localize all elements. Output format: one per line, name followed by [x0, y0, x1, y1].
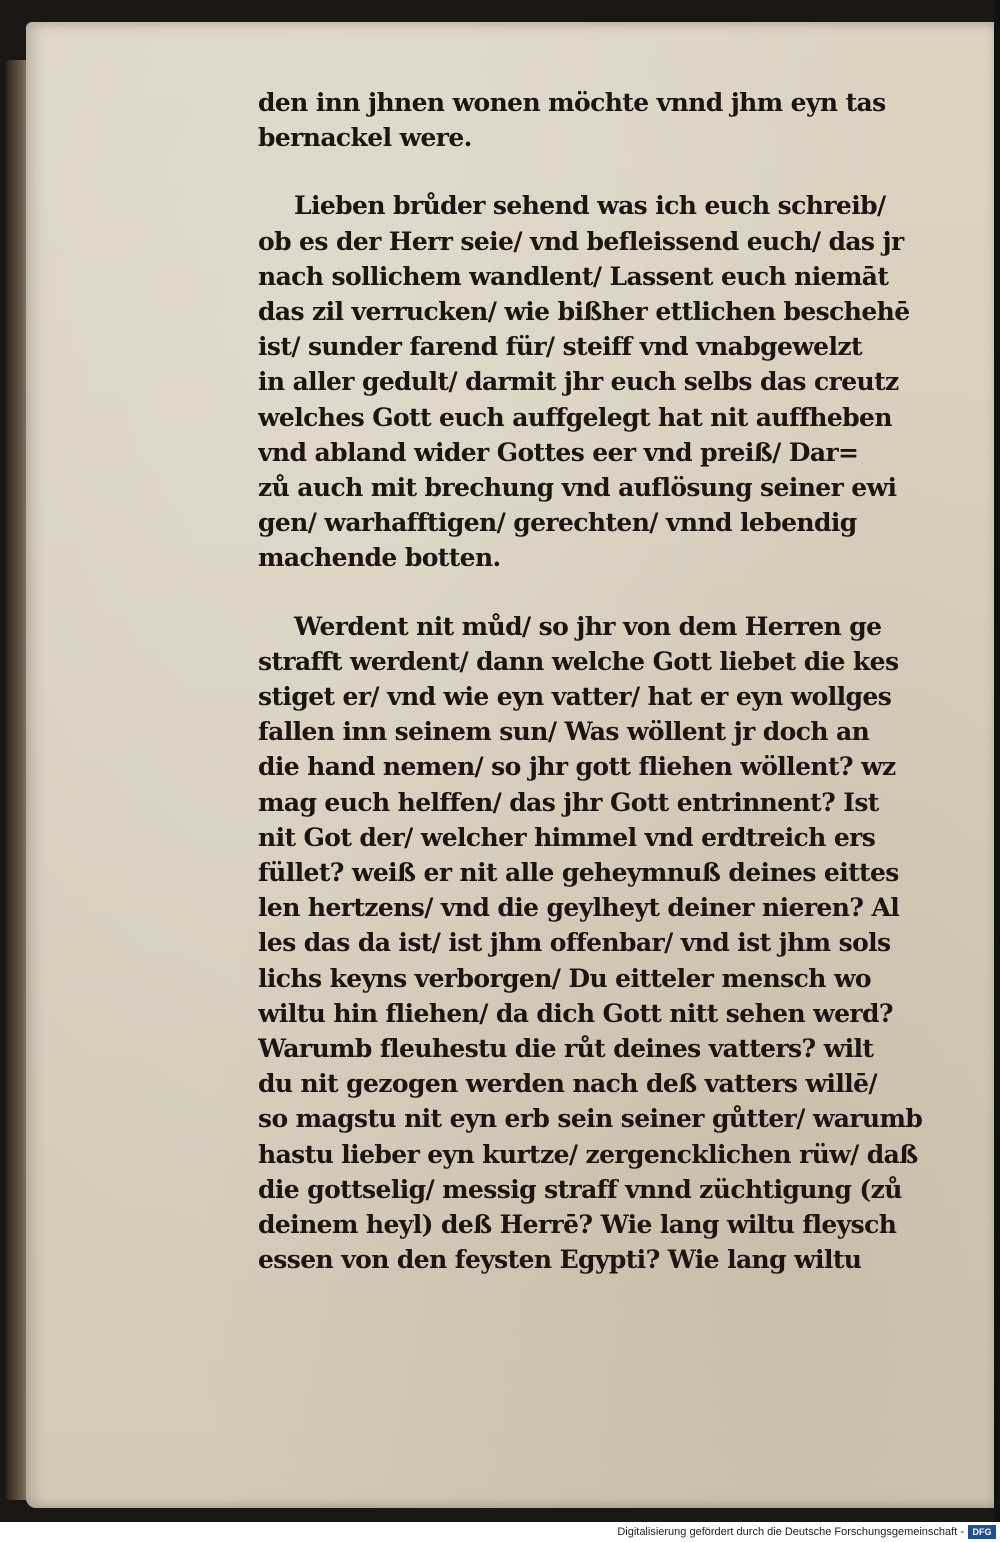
text-line: len hertzens/ vnd die geylheyt deiner nieren? Al [258, 893, 900, 923]
text-line: nit Got der/ welcher himmel vnd erdtreich ers [258, 822, 876, 852]
text-line: deinem heyl) deß Herrē? Wie lang wiltu fleysch [258, 1210, 897, 1240]
text-line: ist/ sunder farend für/ steiff vnd vnabgewelzt [258, 332, 862, 362]
text-line: welches Gott euch auffgelegt hat nit auffheben [258, 402, 892, 432]
text-line: les das da ist/ ist jhm offenbar/ vnd ist jhm sols [258, 928, 891, 958]
text-line: in aller gedult/ darmit jhr euch selbs das creutz [258, 367, 899, 397]
paragraph [258, 188, 948, 575]
text-line: so magstu nit eyn erb sein seiner gůtter/ warumb [258, 1104, 923, 1134]
text-line: gen/ warhafftigen/ gerechten/ vnnd lebendig [258, 508, 857, 538]
text-line: mag euch helffen/ das jhr Gott entrinnent? Ist [258, 787, 879, 817]
text-line: bernackel were. [258, 123, 472, 153]
text-line: strafft werdent/ dann welche Gott liebet die kes [258, 646, 899, 676]
paragraph [258, 609, 948, 1278]
text-line: Warumb fleuhestu die růt deines vatters? wilt [258, 1034, 874, 1064]
text-line: du nit gezogen werden nach deß vatters willē/ [258, 1069, 877, 1099]
text-line: lichs keyns verborgen/ Du eitteler mensch wo [258, 963, 871, 993]
scan-border [994, 0, 1000, 1522]
text-line: nach sollichem wandlent/ Lassent euch niemāt [258, 261, 889, 291]
text-line: die gottselig/ messig straff vnnd züchtigung (zů [258, 1174, 902, 1204]
text-line: vnd abland wider Gottes eer vnd preiß/ Dar= [258, 437, 859, 467]
text-line: Lieben brůder sehend was ich euch schreib/ [294, 191, 886, 221]
text-line: wiltu hin fliehen/ da dich Gott nitt sehen werd? [258, 998, 893, 1028]
text-line: essen von den feysten Egypti? Wie lang wiltu [258, 1245, 862, 1275]
text-line: füllet? weiß er nit alle geheymnuß deines eittes [258, 858, 899, 888]
text-line: stiget er/ vnd wie eyn vatter/ hat er eyn wollges [258, 682, 892, 712]
text-line: den inn jhnen wonen möchte vnnd jhm eyn tas [258, 88, 886, 117]
page-text [258, 85, 948, 1278]
paragraph-gap [258, 576, 948, 609]
paragraph-gap [258, 155, 948, 188]
funding-credit: Digitalisierung gefördert durch die Deutsche Forschungsgemeinschaft - [617, 1526, 964, 1538]
paragraph [258, 85, 948, 155]
text-line: fallen inn seinem sun/ Was wöllent jr doch an [258, 717, 870, 747]
text-line: ob es der Herr seie/ vnd befleissend euch/ das jr [258, 226, 904, 256]
footer-bar [0, 1522, 1000, 1542]
text-line: das zil verrucken/ wie bißher ettlichen beschehē [258, 297, 910, 327]
text-line: zů auch mit brechung vnd auflösung seiner ewi [258, 473, 897, 503]
text-line: die hand nemen/ so jhr gott fliehen wöllent? wz [258, 752, 896, 782]
text-line: hastu lieber eyn kurtze/ zergencklichen rüw/ daß [258, 1139, 918, 1169]
text-line: machende botten. [258, 543, 501, 573]
text-line: Werdent nit můd/ so jhr von dem Herren ge [294, 611, 882, 641]
dfg-logo: DFG [968, 1525, 996, 1539]
